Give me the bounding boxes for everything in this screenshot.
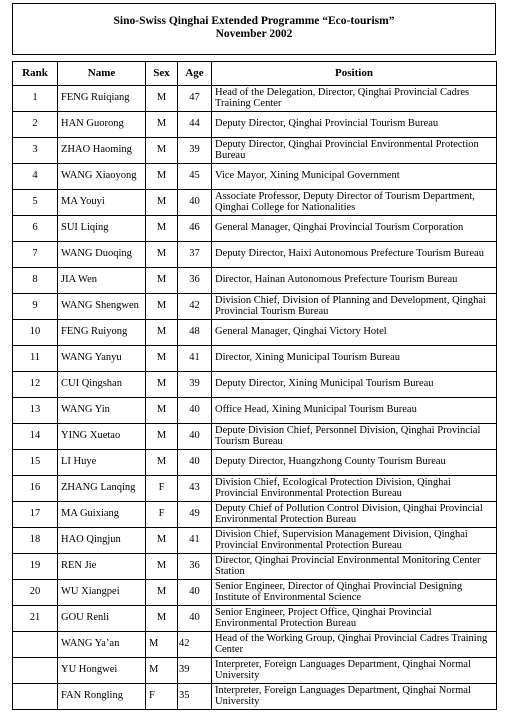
table-row: [13, 684, 497, 710]
position-cell: Interpreter, Foreign Languages Department, Qinghai Normal University: [212, 684, 497, 710]
table-row: [13, 398, 497, 424]
table-row: [13, 86, 497, 112]
position-cell: Director, Hainan Autonomous Prefecture Tourism Bureau: [212, 268, 497, 294]
age-cell: 39: [178, 372, 212, 398]
sex-cell: M: [146, 606, 178, 632]
table-row: [13, 528, 497, 554]
name-cell: CUI Qingshan: [58, 372, 146, 398]
sex-cell: M: [146, 398, 178, 424]
position-cell: Director, Xining Municipal Tourism Bureau: [212, 346, 497, 372]
age-cell: 40: [178, 398, 212, 424]
age-cell: 37: [178, 242, 212, 268]
rank-cell: 14: [13, 424, 58, 450]
table-row: [13, 346, 497, 372]
title-box: [12, 3, 496, 55]
name-cell: HAN Guorong: [58, 112, 146, 138]
rank-cell: [13, 684, 58, 710]
position-cell: Interpreter, Foreign Languages Department, Qinghai Normal University: [212, 658, 497, 684]
name-cell: REN Jie: [58, 554, 146, 580]
table-row: [13, 580, 497, 606]
age-cell: 49: [178, 502, 212, 528]
position-cell: Associate Professor, Deputy Director of Tourism Department, Qinghai College for Nationalities: [212, 190, 497, 216]
rank-cell: 1: [13, 86, 58, 112]
table-row: [13, 268, 497, 294]
age-cell: 40: [178, 190, 212, 216]
rank-cell: 20: [13, 580, 58, 606]
age-cell: 48: [178, 320, 212, 346]
name-cell: WANG Xiaoyong: [58, 164, 146, 190]
header-rank: Rank: [13, 62, 58, 86]
age-cell: 43: [178, 476, 212, 502]
sex-cell: M: [146, 580, 178, 606]
age-cell: 40: [178, 450, 212, 476]
position-cell: Depute Division Chief, Personnel Division, Qinghai Provincial Tourism Bureau: [212, 424, 497, 450]
table-row: [13, 372, 497, 398]
table-row: [13, 502, 497, 528]
position-cell: Deputy Director, Haixi Autonomous Prefecture Tourism Bureau: [212, 242, 497, 268]
sex-cell: M: [146, 346, 178, 372]
age-cell: 42: [178, 632, 212, 658]
rank-cell: 11: [13, 346, 58, 372]
name-cell: SUI Liqing: [58, 216, 146, 242]
age-cell: 39: [178, 658, 212, 684]
table-row: [13, 112, 497, 138]
table-row: [13, 632, 497, 658]
sex-cell: M: [146, 320, 178, 346]
rank-cell: 5: [13, 190, 58, 216]
position-cell: Head of the Working Group, Qinghai Provincial Cadres Training Center: [212, 632, 497, 658]
sex-cell: F: [146, 684, 178, 710]
rank-cell: 3: [13, 138, 58, 164]
document-title: Sino-Swiss Qinghai Extended Programme “Eco-tourism”: [113, 15, 395, 27]
name-cell: YU Hongwei: [58, 658, 146, 684]
age-cell: 46: [178, 216, 212, 242]
position-cell: Deputy Director, Xining Municipal Tourism Bureau: [212, 372, 497, 398]
name-cell: ZHANG Lanqing: [58, 476, 146, 502]
table-body: [13, 86, 497, 710]
position-cell: Vice Mayor, Xining Municipal Government: [212, 164, 497, 190]
document-date: November 2002: [215, 28, 293, 40]
age-cell: 41: [178, 528, 212, 554]
delegation-table: [12, 61, 497, 710]
age-cell: 47: [178, 86, 212, 112]
name-cell: WANG Ya’an: [58, 632, 146, 658]
position-cell: Office Head, Xining Municipal Tourism Bureau: [212, 398, 497, 424]
rank-cell: 18: [13, 528, 58, 554]
table-row: [13, 294, 497, 320]
name-cell: WU Xiangpei: [58, 580, 146, 606]
table-row: [13, 424, 497, 450]
header-name: Name: [58, 62, 146, 86]
age-cell: 45: [178, 164, 212, 190]
age-cell: 36: [178, 268, 212, 294]
rank-cell: 9: [13, 294, 58, 320]
age-cell: 41: [178, 346, 212, 372]
name-cell: MA Guixiang: [58, 502, 146, 528]
position-cell: Deputy Director, Huangzhong County Tourism Bureau: [212, 450, 497, 476]
position-cell: Division Chief, Supervision Management Division, Qinghai Provincial Environmental Protection Bureau: [212, 528, 497, 554]
age-cell: 42: [178, 294, 212, 320]
sex-cell: M: [146, 216, 178, 242]
sex-cell: M: [146, 554, 178, 580]
name-cell: ZHAO Haoming: [58, 138, 146, 164]
sex-cell: M: [146, 268, 178, 294]
header-age: Age: [178, 62, 212, 86]
rank-cell: 6: [13, 216, 58, 242]
position-cell: Director, Qinghai Provincial Environmental Monitoring Center Station: [212, 554, 497, 580]
rank-cell: 16: [13, 476, 58, 502]
table-row: [13, 476, 497, 502]
table-row: [13, 164, 497, 190]
table-row: [13, 658, 497, 684]
table-row: [13, 242, 497, 268]
name-cell: JIA Wen: [58, 268, 146, 294]
position-cell: Head of the Delegation, Director, Qinghai Provincial Cadres Training Center: [212, 86, 497, 112]
sex-cell: F: [146, 476, 178, 502]
rank-cell: 4: [13, 164, 58, 190]
document: [12, 3, 496, 710]
rank-cell: 10: [13, 320, 58, 346]
sex-cell: M: [146, 294, 178, 320]
table-row: [13, 450, 497, 476]
table-header-row: [13, 62, 497, 86]
age-cell: 36: [178, 554, 212, 580]
age-cell: 39: [178, 138, 212, 164]
sex-cell: M: [146, 528, 178, 554]
sex-cell: M: [146, 86, 178, 112]
rank-cell: 2: [13, 112, 58, 138]
header-sex: Sex: [146, 62, 178, 86]
name-cell: WANG Duoqing: [58, 242, 146, 268]
name-cell: FENG Ruiqiang: [58, 86, 146, 112]
name-cell: YING Xuetao: [58, 424, 146, 450]
rank-cell: 12: [13, 372, 58, 398]
table-row: [13, 606, 497, 632]
age-cell: 44: [178, 112, 212, 138]
rank-cell: 15: [13, 450, 58, 476]
name-cell: HAO Qingjun: [58, 528, 146, 554]
sex-cell: M: [146, 658, 178, 684]
rank-cell: 7: [13, 242, 58, 268]
sex-cell: M: [146, 450, 178, 476]
sex-cell: M: [146, 138, 178, 164]
rank-cell: [13, 632, 58, 658]
table-row: [13, 190, 497, 216]
age-cell: 40: [178, 424, 212, 450]
position-cell: General Manager, Qinghai Provincial Tourism Corporation: [212, 216, 497, 242]
name-cell: LI Huye: [58, 450, 146, 476]
position-cell: Division Chief, Ecological Protection Division, Qinghai Provincial Environmental Protection Bureau: [212, 476, 497, 502]
name-cell: WANG Shengwen: [58, 294, 146, 320]
position-cell: Senior Engineer, Project Office, Qinghai Provincial Environmental Protection Bureau: [212, 606, 497, 632]
name-cell: FAN Rongling: [58, 684, 146, 710]
sex-cell: F: [146, 502, 178, 528]
name-cell: GOU Renli: [58, 606, 146, 632]
position-cell: Deputy Director, Qinghai Provincial Tourism Bureau: [212, 112, 497, 138]
rank-cell: 21: [13, 606, 58, 632]
age-cell: 35: [178, 684, 212, 710]
sex-cell: M: [146, 242, 178, 268]
rank-cell: [13, 658, 58, 684]
rank-cell: 19: [13, 554, 58, 580]
age-cell: 40: [178, 606, 212, 632]
name-cell: MA Youyi: [58, 190, 146, 216]
position-cell: General Manager, Qinghai Victory Hotel: [212, 320, 497, 346]
rank-cell: 13: [13, 398, 58, 424]
age-cell: 40: [178, 580, 212, 606]
name-cell: WANG Yanyu: [58, 346, 146, 372]
table-row: [13, 216, 497, 242]
sex-cell: M: [146, 112, 178, 138]
name-cell: WANG Yin: [58, 398, 146, 424]
position-cell: Deputy Chief of Pollution Control Division, Qinghai Provincial Environmental Protection Bureau: [212, 502, 497, 528]
rank-cell: 17: [13, 502, 58, 528]
position-cell: Deputy Director, Qinghai Provincial Environmental Protection Bureau: [212, 138, 497, 164]
table-row: [13, 554, 497, 580]
sex-cell: M: [146, 372, 178, 398]
sex-cell: M: [146, 190, 178, 216]
position-cell: Senior Engineer, Director of Qinghai Provincial Designing Institute of Environmental Science: [212, 580, 497, 606]
table-row: [13, 320, 497, 346]
rank-cell: 8: [13, 268, 58, 294]
table-row: [13, 138, 497, 164]
sex-cell: M: [146, 424, 178, 450]
sex-cell: M: [146, 632, 178, 658]
position-cell: Division Chief, Division of Planning and Development, Qinghai Provincial Tourism Bureau: [212, 294, 497, 320]
name-cell: FENG Ruiyong: [58, 320, 146, 346]
header-position: Position: [212, 62, 497, 86]
sex-cell: M: [146, 164, 178, 190]
